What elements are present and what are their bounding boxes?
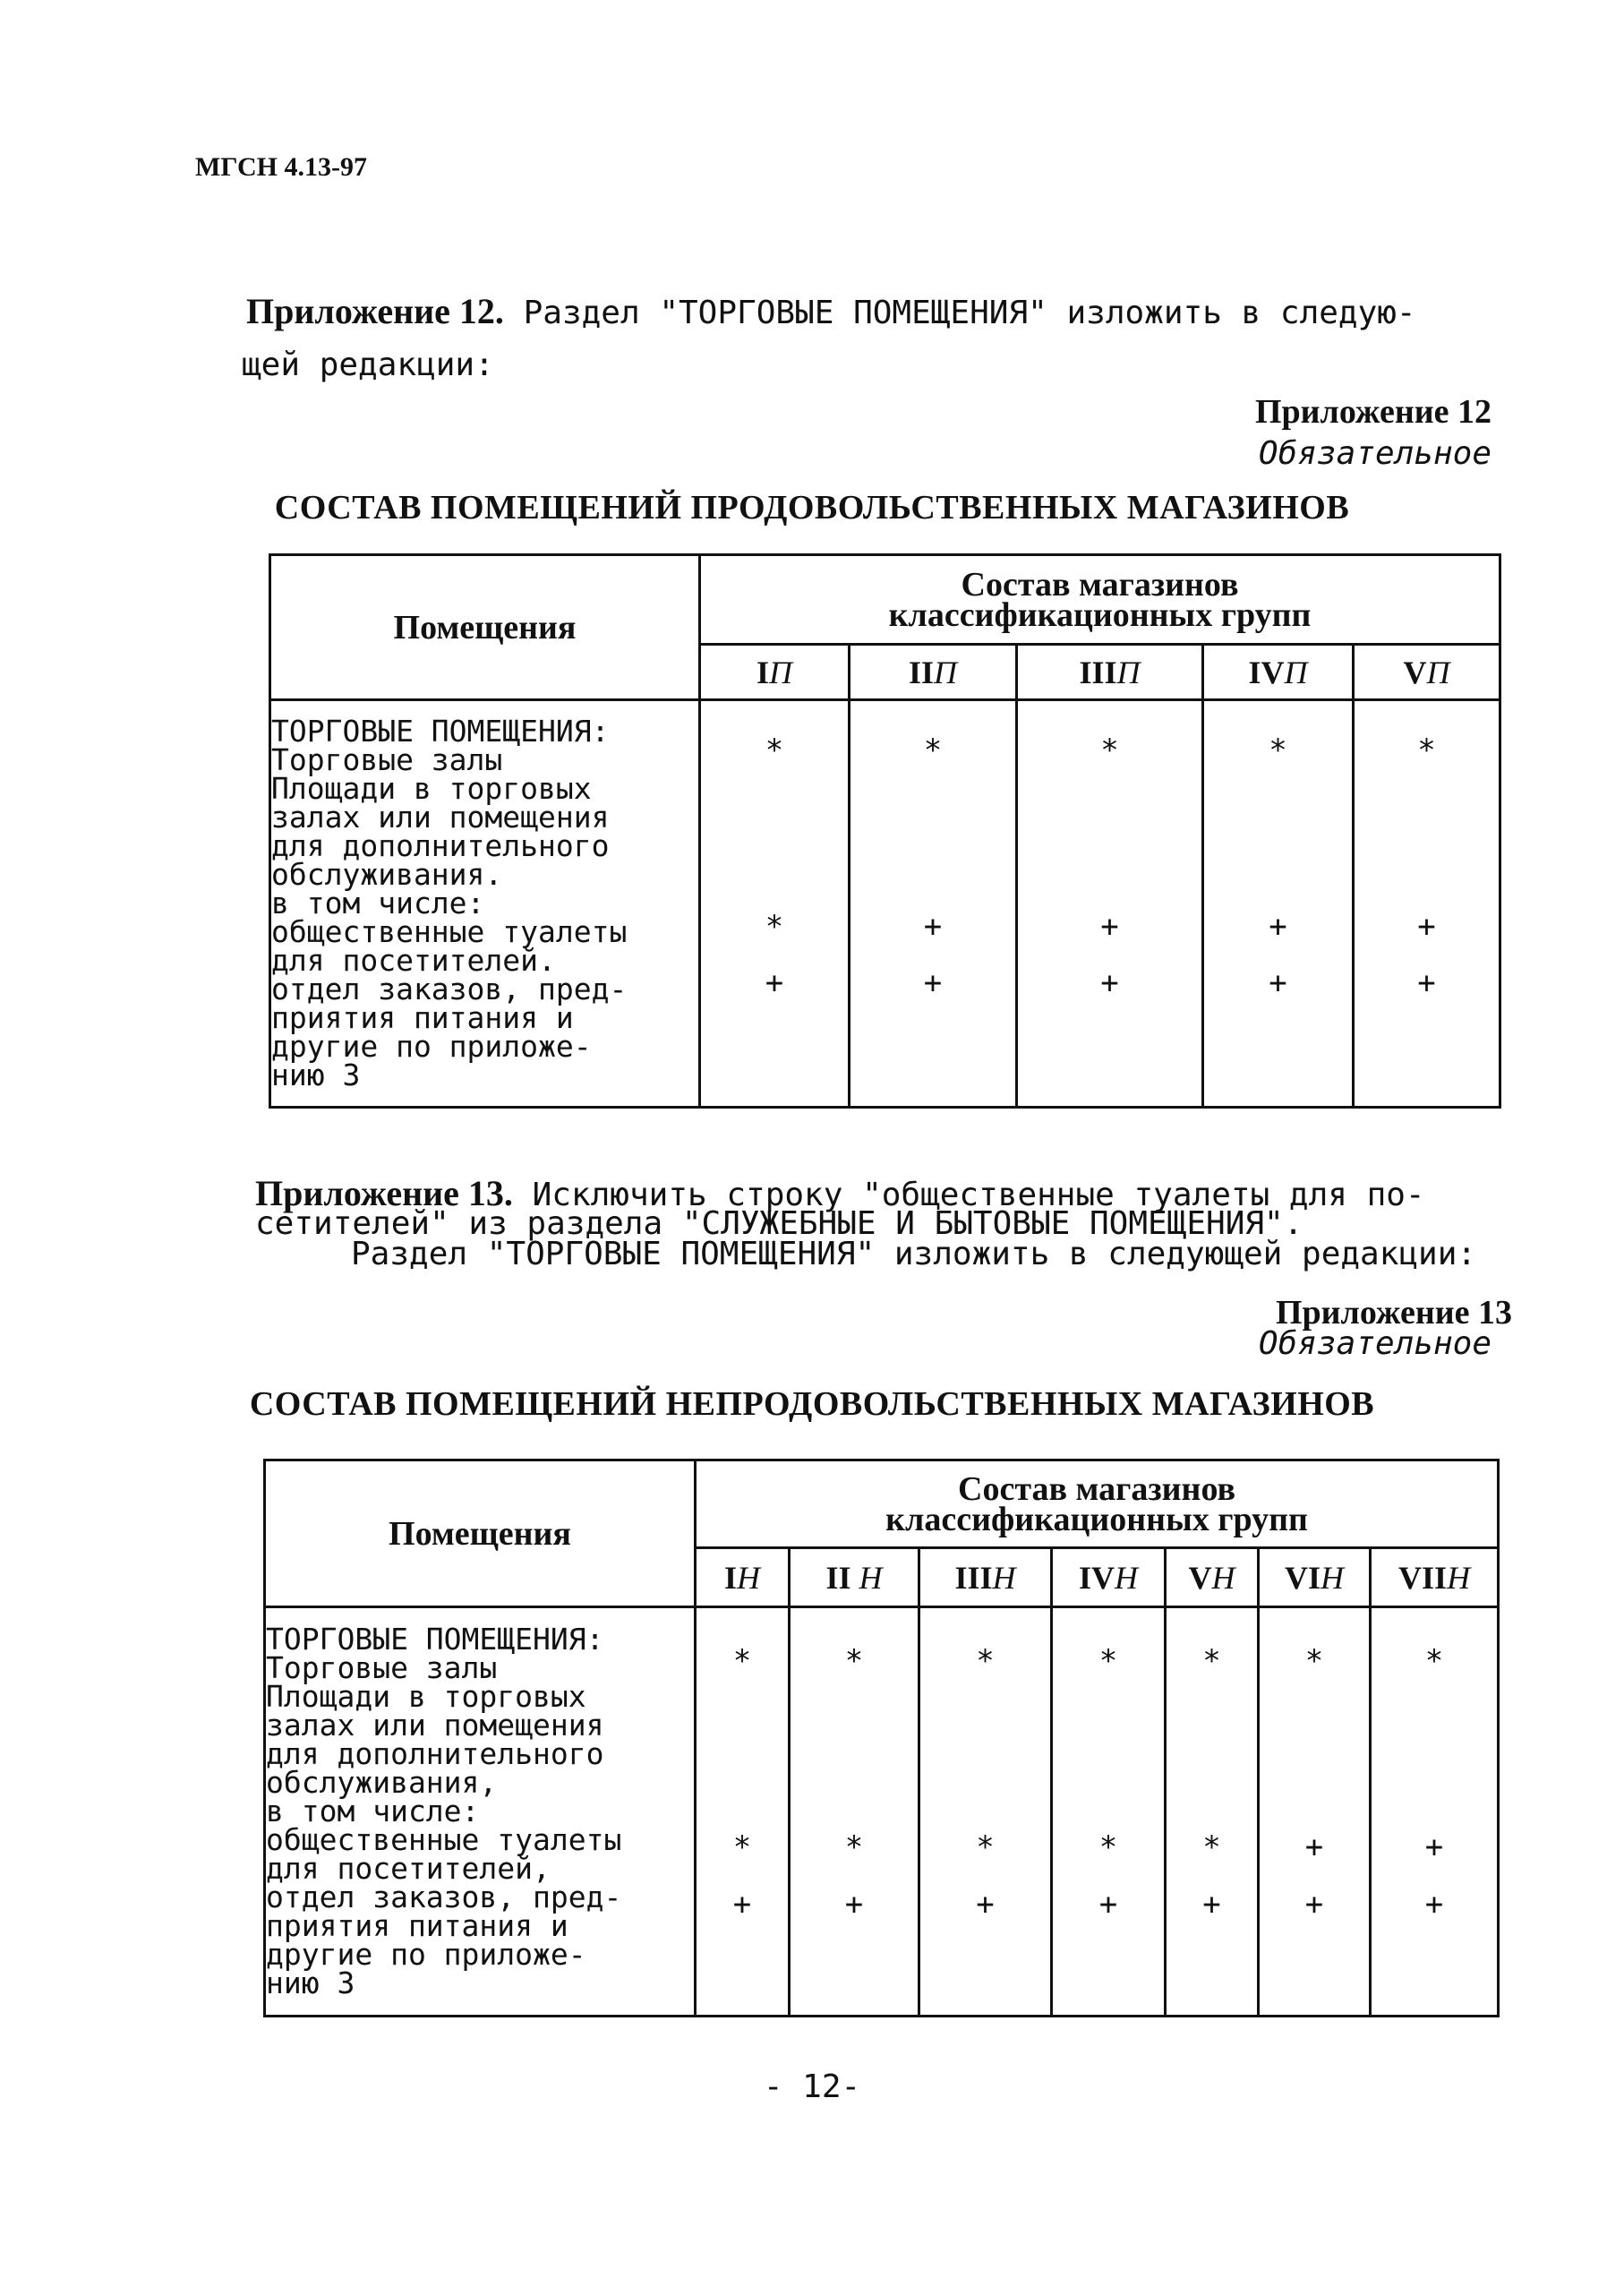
table12-mark-order-department: +	[1100, 965, 1119, 1001]
document-code: МГСН 4.13-97	[195, 152, 367, 182]
page-number: - 12-	[763, 2068, 861, 2105]
table13-group-header: VIIН	[1371, 1548, 1499, 1607]
table13-groups-header-line1: Состав магазинов	[958, 1469, 1236, 1508]
table12-mark-order-department: +	[1269, 965, 1287, 1001]
section13-text-line2: сетителей" из раздела "СЛУЖЕБНЫЕ И БЫТОВЫЕ ПОМЕЩЕНИЯ".	[255, 1205, 1303, 1242]
table13-mark-order-department: +	[1424, 1887, 1444, 1923]
table12-mark-order-department: +	[923, 965, 943, 1001]
table13-mark-column	[790, 1607, 919, 2017]
table12-group-header: IП	[700, 645, 850, 700]
table13-groups-header-line2: классификационных групп	[885, 1500, 1308, 1538]
table12-mark-column	[1203, 700, 1354, 1108]
table12-mark-order-department: +	[765, 965, 784, 1001]
table12-mark-column	[850, 700, 1017, 1108]
table13-mark-column	[1166, 1607, 1259, 2017]
section12-text-line2: щей редакции:	[242, 347, 494, 383]
table13-mark-public-toilets: *	[1202, 1829, 1221, 1865]
table13-group-header: IIIН	[919, 1548, 1052, 1607]
table12-mark-public-toilets: +	[1100, 909, 1119, 945]
table13-mark-trade-halls: *	[1202, 1643, 1221, 1679]
table12-mark-trade-halls: *	[923, 732, 943, 768]
table13-mark-trade-halls: *	[1098, 1643, 1118, 1679]
table12-group-header: IVП	[1203, 645, 1354, 700]
table12-title: СОСТАВ ПОМЕЩЕНИЙ ПРОДОВОЛЬСТВЕННЫХ МАГАЗИНОВ	[274, 489, 1350, 527]
section12-text-line1: Раздел "ТОРГОВЫЕ ПОМЕЩЕНИЯ" изложить в следую-	[503, 295, 1416, 331]
appendix12-status: Обязательное	[1258, 435, 1492, 472]
table13-mark-trade-halls: *	[976, 1643, 995, 1679]
table13-group-header: IVН	[1052, 1548, 1166, 1607]
appendix12-title: Приложение 12	[1254, 393, 1492, 431]
table12-mark-public-toilets: +	[923, 909, 943, 945]
table13-mark-column	[1259, 1607, 1371, 2017]
appendix13-status: Обязательное	[1258, 1325, 1492, 1362]
section13-text-line1: Исключить строку "общественные туалеты для по-	[512, 1177, 1425, 1213]
table13	[263, 1459, 1500, 2017]
section13-lead: Приложение 13.	[255, 1173, 513, 1213]
table13-groups-header	[696, 1460, 1499, 1548]
table13-group-header: IН	[696, 1548, 790, 1607]
table13-mark-order-department: +	[1304, 1887, 1324, 1923]
table12-mark-trade-halls: *	[765, 732, 784, 768]
table13-mark-column	[919, 1607, 1052, 2017]
table13-mark-trade-halls: *	[1424, 1643, 1444, 1679]
table12	[269, 553, 1501, 1109]
section13-text-line3: Раздел "ТОРГОВЫЕ ПОМЕЩЕНИЯ" изложить в следующей редакции:	[351, 1236, 1477, 1272]
table13-rooms-cell: ТОРГОВЫЕ ПОМЕЩЕНИЯ: Торговые залы Площади в торговых залах или помещения для дополнительного обслуживания, в том числе: общественные туалеты для посетителей, отдел заказов, пред- приятия питания и другие по приложе- нию 3	[265, 1607, 696, 2017]
table13-group-header: VIН	[1259, 1548, 1371, 1607]
table13-mark-order-department: +	[1202, 1887, 1221, 1923]
table12-mark-trade-halls: *	[1100, 732, 1119, 768]
table13-mark-public-toilets: *	[1098, 1829, 1118, 1865]
appendix13-title: Приложение 13	[1275, 1294, 1512, 1332]
table12-groups-header-line2: классификационных групп	[888, 595, 1312, 634]
table13-mark-order-department: +	[732, 1887, 752, 1923]
table12-mark-column	[700, 700, 850, 1108]
table13-mark-public-toilets: *	[732, 1829, 752, 1865]
table13-mark-public-toilets: +	[1304, 1829, 1324, 1865]
table12-mark-public-toilets: +	[1417, 909, 1436, 945]
table13-mark-order-department: +	[976, 1887, 995, 1923]
table12-group-header: VП	[1354, 645, 1500, 700]
table13-mark-trade-halls: *	[844, 1643, 864, 1679]
table13-rooms-header: Помещения	[265, 1460, 696, 1607]
table12-mark-trade-halls: *	[1417, 732, 1436, 768]
table13-mark-trade-halls: *	[732, 1643, 752, 1679]
table13-mark-public-toilets: *	[976, 1829, 995, 1865]
table12-mark-public-toilets: *	[765, 909, 784, 945]
table12-groups-header	[700, 555, 1500, 645]
table12-rooms-header: Помещения	[270, 555, 700, 700]
table13-mark-trade-halls: *	[1304, 1643, 1324, 1679]
table12-mark-column	[1017, 700, 1203, 1108]
table13-mark-order-department: +	[1098, 1887, 1118, 1923]
table12-mark-order-department: +	[1417, 965, 1436, 1001]
table12-group-header: IIIП	[1017, 645, 1203, 700]
table13-mark-column	[1052, 1607, 1166, 2017]
table13-group-header: VН	[1166, 1548, 1259, 1607]
section12-lead: Приложение 12.	[246, 291, 504, 331]
table13-mark-order-department: +	[844, 1887, 864, 1923]
table12-rooms-cell: ТОРГОВЫЕ ПОМЕЩЕНИЯ: Торговые залы Площади в торговых залах или помещения для дополнительного обслуживания. в том числе: общественные туалеты для посетителей. отдел заказов, пред- приятия питания и другие по приложе- нию 3	[270, 700, 700, 1108]
table13-mark-column	[696, 1607, 790, 2017]
table12-group-header: IIП	[850, 645, 1017, 700]
table13-title: СОСТАВ ПОМЕЩЕНИЙ НЕПРОДОВОЛЬСТВЕННЫХ МАГАЗИНОВ	[249, 1385, 1375, 1423]
table13-mark-public-toilets: +	[1424, 1829, 1444, 1865]
section12-intro-line1	[246, 285, 1416, 340]
table12-mark-trade-halls: *	[1269, 732, 1287, 768]
table13-mark-public-toilets: *	[844, 1829, 864, 1865]
table13-group-header: II Н	[790, 1548, 919, 1607]
table12-mark-column	[1354, 700, 1500, 1108]
table13-mark-column	[1371, 1607, 1499, 2017]
table12-groups-header-line1: Состав магазинов	[961, 565, 1239, 604]
table12-mark-public-toilets: +	[1269, 909, 1287, 945]
